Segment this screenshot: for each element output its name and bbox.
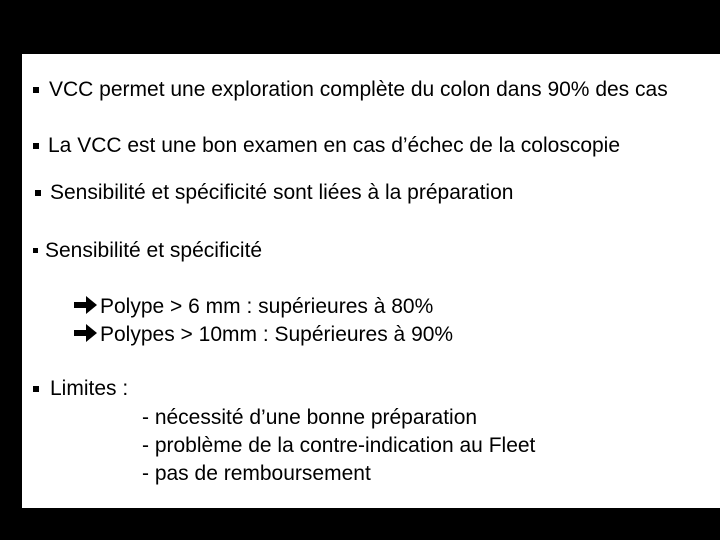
- sub-item-text: Polype > 6 mm : supérieures à 80%: [100, 295, 434, 318]
- sub-item-text: Polypes > 10mm : Supérieures à 90%: [100, 323, 454, 346]
- sub-item: [74, 323, 453, 347]
- sub-item: [74, 295, 433, 319]
- limits-item: - pas de remboursement: [142, 462, 371, 485]
- bullet-text: VCC permet une exploration complète du colon dans 90% des cas: [49, 78, 668, 101]
- bullet-square-icon: [35, 190, 41, 196]
- bullet-text: Sensibilité et spécificité sont liées à la préparation: [50, 181, 514, 204]
- bullet-square-icon: [33, 248, 38, 253]
- arrow-right-icon: [74, 323, 98, 343]
- limits-heading: Limites :: [50, 377, 129, 400]
- arrow-right-icon: [74, 295, 98, 315]
- limits-item: - problème de la contre-indication au Fleet: [142, 434, 536, 457]
- bullet-square-icon: [33, 143, 39, 149]
- bullet-square-icon: [33, 87, 39, 93]
- bullet-text: Sensibilité et spécificité: [45, 239, 263, 262]
- bullet-square-icon: [33, 386, 39, 392]
- bullet-text: La VCC est une bon examen en cas d’échec de la coloscopie: [48, 134, 621, 157]
- limits-item: - nécessité d’une bonne préparation: [142, 406, 478, 429]
- slide: [22, 54, 720, 508]
